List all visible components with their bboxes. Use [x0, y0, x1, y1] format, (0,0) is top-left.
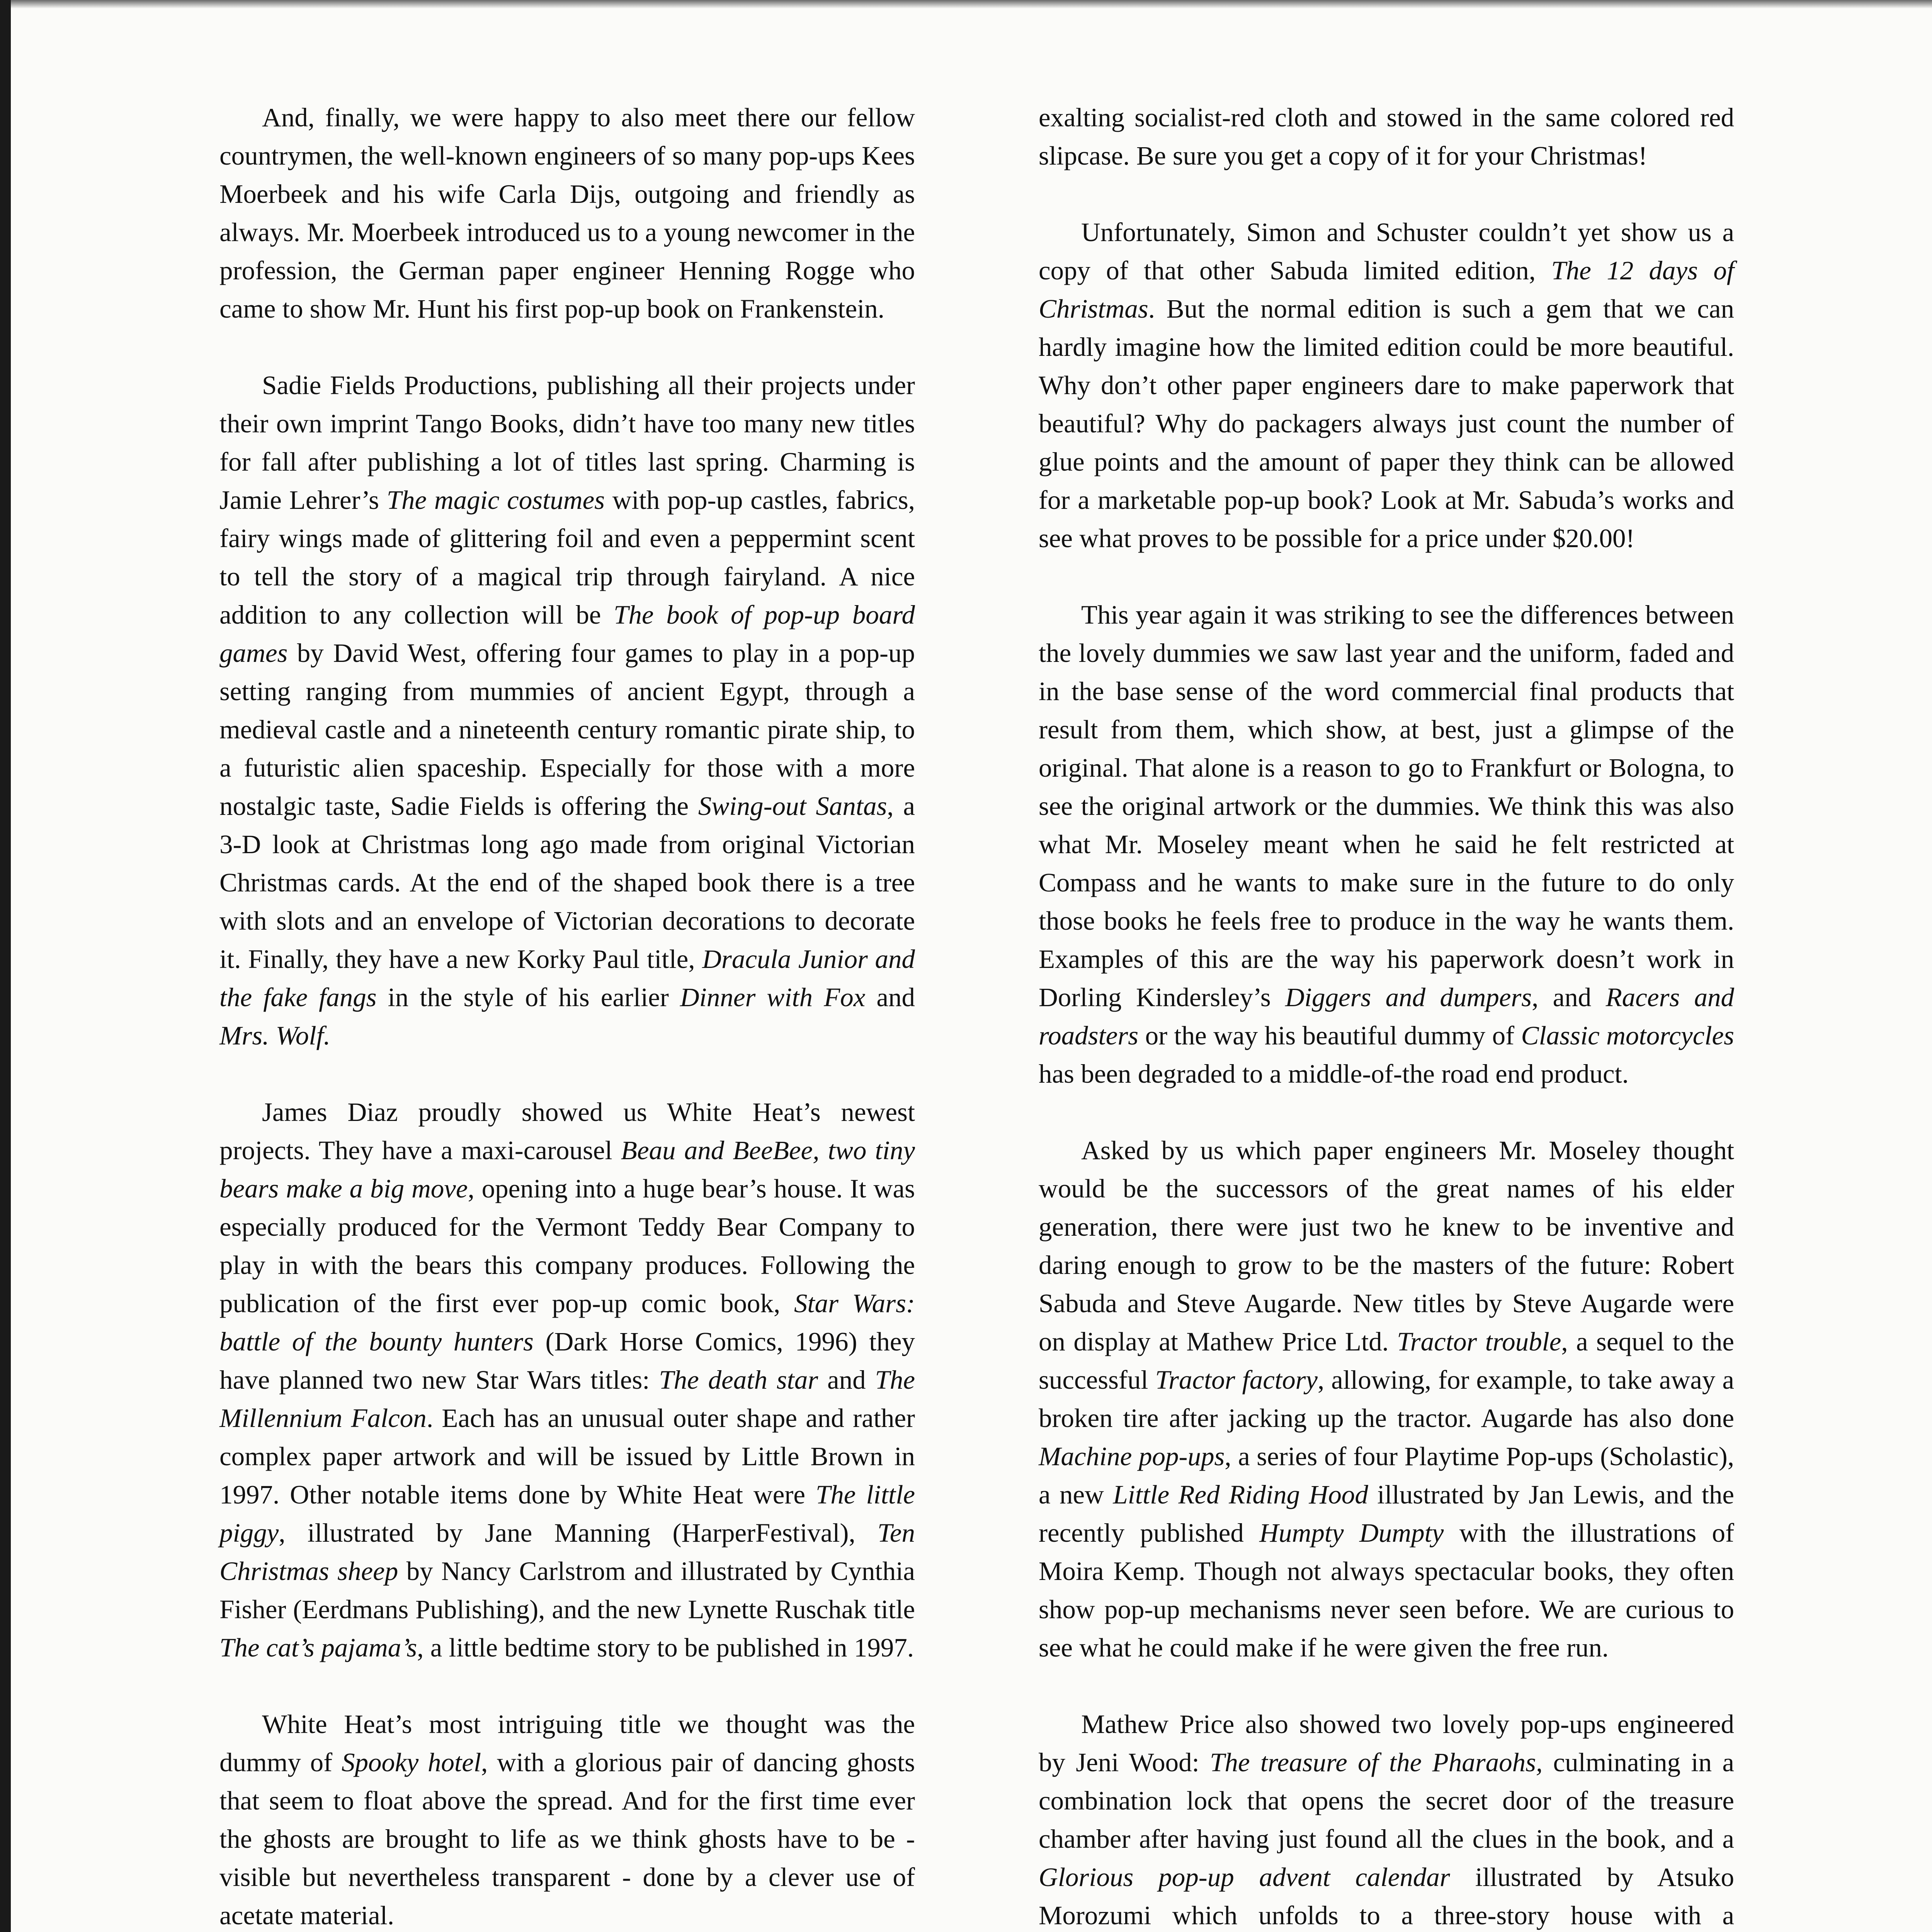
left-paragraph-1: And, finally, we were happy to also meet there our fellow countrymen, the well-known engineers of so many pop-ups Kees Moerbeek and his wife Carla Dijs, outgoing and friendly as always. Mr. Moerbeek introduced us to a young newcomer in the profession, the German paper engineer Henning Rogge who came to show Mr. Hunt his first pop-up book on Frankenstein. — [219, 103, 915, 323]
right-paragraph-1: exalting socialist-red cloth and stowed in the same colored red slipcase. Be sure you get a copy of it for your Christmas! — [1039, 103, 1734, 170]
right-paragraph-2: Unfortunately, Simon and Schuster couldn’t yet show us a copy of that other Sabuda limited edition, The 12 days of Christmas. But the normal edition is such a gem that we can hardly imagine how the limited edition could be more beautiful. Why don’t other paper engineers dare to make paperwork that beautiful? Why do packagers always just count the number of glue points and the amount of paper they think can be allowed for a marketable pop-up book? Look at Mr. Sabuda’s works and see what proves to be possible for a price under $20.00! — [1039, 218, 1734, 553]
left-paragraph-4: White Heat’s most intriguing title we thought was the dummy of Spooky hotel, with a glorious pair of dancing ghosts that seem to float above the spread. And for the first time ever the ghosts are brought to life as we think ghosts have to be - visible but nevertheless transparent - done by a clever use of acetate material. — [219, 1709, 915, 1930]
right-paragraph-5: Mathew Price also showed two lovely pop-ups engineered by Jeni Wood: The treasure of the Pharaohs, culminating in a combination lock that opens the secret door of the treasure chamber after having just found all the clues in the book, and a Glorious pop-up advent calendar illustrated by Atsuko Morozumi which unfolds to a three-story house with a — [1039, 1709, 1734, 1930]
scan-top-shadow — [11, 0, 1932, 9]
document-page — [11, 0, 1932, 1932]
right-paragraph-4: Asked by us which paper engineers Mr. Moseley thought would be the successors of the great names of his elder generation, there were just two he knew to be inventive and daring enough to grow to be the masters of the future: Robert Sabuda and Steve Augarde. New titles by Steve Augarde were on display at Mathew Price Ltd. Tractor trouble, a sequel to the successful Tractor factory, allowing, for example, to take away a broken tire after jacking up the tractor. Augarde has also done Machine pop-ups, a series of four Playtime Pop-ups (Scholastic), a new Little Red Riding Hood illustrated by Jan Lewis, and the recently published Humpty Dumpty with the illustrations of Moira Kemp. Though not always spectacular books, they often show pop-up mechanisms never seen before. We are curious to see what he could make if he were given the free run. — [1039, 1136, 1735, 1662]
right-paragraph-3: This year again it was striking to see the differences between the lovely dummies we saw last year and the uniform, faded and in the base sense of the word commercial final products that result from them, which show, at best, just a glimpse of the original. That alone is a reason to go to Frankfurt or Bologna, to see the original artwork or the dummies. We think this was also what Mr. Moseley meant when he said he felt restricted at Compass and he wants to make sure in the future to do only those books he feels free to produce in the way he wants them. Examples of this are the way his paperwork doesn’t work in Dorling Kindersley’s Diggers and dumpers, and Racers and roadsters or the way his beautiful dummy of Classic motorcycles has been degraded to a middle-of-the road end product. — [1039, 600, 1735, 1088]
left-paragraph-2: Sadie Fields Productions, publishing all their projects under their own imprint Tango Books, didn’t have too many new titles for fall after publishing a lot of titles last spring. Charming is Jamie Lehrer’s The magic costumes with pop-up castles, fabrics, fairy wings made of glittering foil and even a peppermint scent to tell the story of a magical trip through fairyland. A nice addition to any collection will be The book of pop-up board games by David West, offering four games to play in a pop-up setting ranging from mummies of ancient Egypt, through a medieval castle and a nineteenth century romantic pirate ship, to a futuristic alien spaceship. Especially for those with a more nostalgic taste, Sadie Fields is offering the Swing-out Santas, a 3-D look at Christmas long ago made from original Victorian Christmas cards. At the end of the shaped book there is a tree with slots and an envelope of Victorian decorations to decorate it. Finally, they have a new Korky Paul title, Dracula Junior and the fake fangs in the style of his earlier Dinner with Fox and Mrs. Wolf. — [219, 371, 915, 1050]
left-paragraph-3: James Diaz proudly showed us White Heat’s newest projects. They have a maxi-carousel Beau and BeeBee, two tiny bears make a big move, opening into a huge bear’s house. It was especially produced for the Vermont Teddy Bear Company to play in with the bears this company produces. Following the publication of the first ever pop-up comic book, Star Wars: battle of the bounty hunters (Dark Horse Comics, 1996) they have planned two new Star Wars titles: The death star and The Millennium Falcon. Each has an unusual outer shape and rather complex paper artwork and will be issued by Little Brown in 1997. Other notable items done by White Heat were The little piggy, illustrated by Jane Manning (HarperFestival), Ten Christmas sheep by Nancy Carlstrom and illustrated by Cynthia Fisher (Eerdmans Publishing), and the new Lynette Ruschak title The cat’s pajama’s, a little bedtime story to be published in 1997. — [219, 1097, 915, 1662]
right-column — [1039, 99, 1734, 1932]
left-column — [219, 99, 915, 1932]
